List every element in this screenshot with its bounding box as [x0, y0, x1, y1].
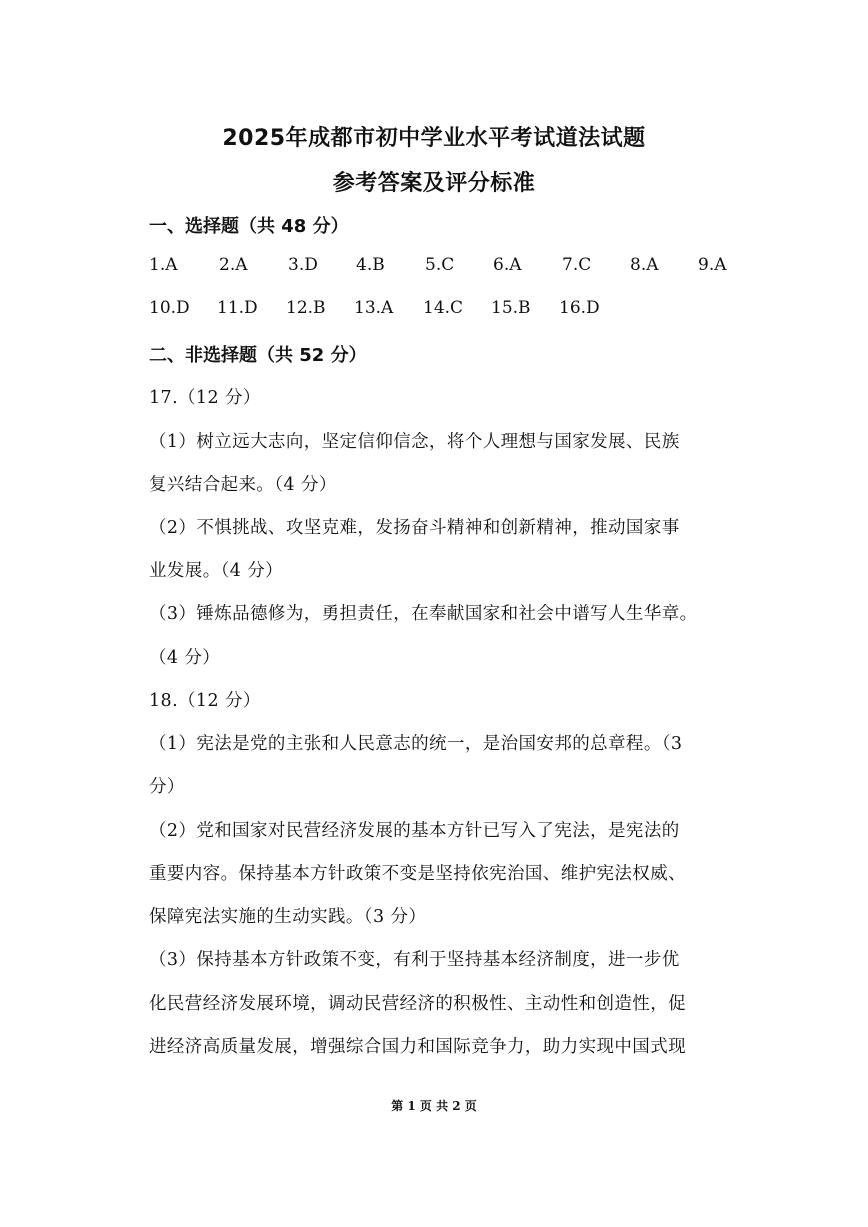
answer-text-line: 复兴结合起来。（4 分） — [149, 475, 337, 495]
answer-item: 11.D — [217, 298, 258, 318]
answer-item: 8.A — [630, 255, 659, 275]
answer-item: 7.C — [562, 255, 592, 275]
answer-item: 6.A — [493, 255, 522, 275]
answer-text-line: （1）树立远大志向，坚定信仰信念，将个人理想与国家发展、民族 — [149, 432, 680, 452]
answer-item: 16.D — [559, 298, 600, 318]
answer-text-line: 分） — [149, 777, 185, 797]
document-subtitle: 参考答案及评分标准 — [332, 171, 536, 196]
answer-text-line: （2）不惧挑战、攻坚克难，发扬奋斗精神和创新精神，推动国家事 — [149, 518, 680, 538]
answer-text-line: （1）宪法是党的主张和人民意志的统一，是治国安邦的总章程。（3 — [149, 734, 683, 754]
page-number-footer: 第 1 页 共 2 页 — [391, 1099, 477, 1113]
answer-text-line: 保障宪法实施的生动实践。（3 分） — [149, 907, 427, 927]
answer-item: 5.C — [425, 255, 455, 275]
question-17-header: 17.（12 分） — [149, 388, 261, 408]
answer-text-line: （3）锤炼品德修为，勇担责任，在奉献国家和社会中谱写人生华章。 — [149, 604, 698, 624]
answer-item: 3.D — [288, 255, 318, 275]
document-title: 2025年成都市初中学业水平考试道法试题 — [222, 126, 646, 151]
answer-text-line: 进经济高质量发展，增强综合国力和国际竞争力，助力实现中国式现 — [149, 1037, 686, 1057]
answer-text-line: （2）党和国家对民营经济发展的基本方针已写入了宪法，是宪法的 — [149, 821, 680, 841]
answer-item: 2.A — [219, 255, 248, 275]
answer-item: 13.A — [354, 298, 394, 318]
answer-text-line: 业发展。（4 分） — [149, 561, 284, 581]
answer-item: 12.B — [286, 298, 326, 318]
answer-item: 9.A — [698, 255, 727, 275]
answer-item: 4.B — [356, 255, 385, 275]
answer-text-line: 重要内容。保持基本方针政策不变是坚持依宪治国、维护宪法权威、 — [149, 864, 686, 884]
answer-text-line: （3）保持基本方针政策不变，有利于坚持基本经济制度，进一步优 — [149, 950, 680, 970]
answer-item: 15.B — [491, 298, 531, 318]
answer-item: 14.C — [423, 298, 464, 318]
answer-text-line: （4 分） — [149, 648, 221, 668]
answer-text-line: 化民营经济发展环境，调动民营经济的积极性、主动性和创造性，促 — [149, 994, 686, 1014]
question-18-header: 18.（12 分） — [149, 691, 261, 711]
answer-item: 10.D — [149, 298, 190, 318]
answer-item: 1.A — [149, 255, 178, 275]
section-heading-nonchoice: 二、非选择题（共 52 分） — [149, 345, 367, 366]
section-heading-choice: 一、选择题（共 48 分） — [149, 216, 349, 237]
